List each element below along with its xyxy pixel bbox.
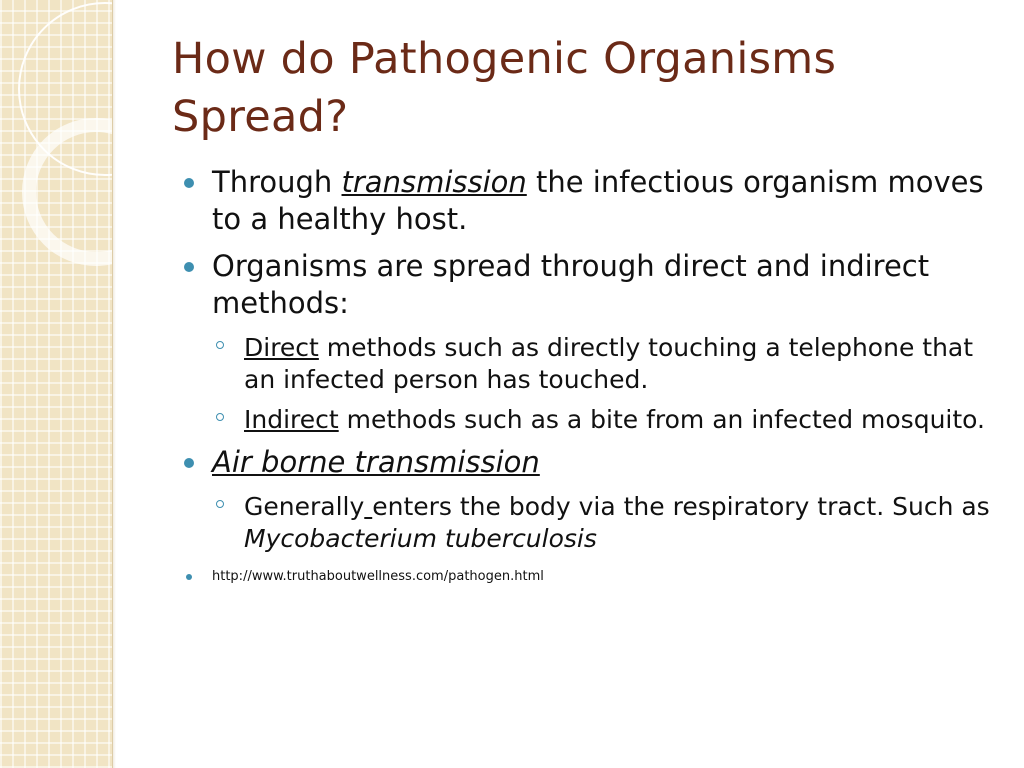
subbullet-respiratory: Generally enters the body via the respiratory tract. Such as Mycobacterium tuberculosis <box>180 491 1000 555</box>
bullet-dot-icon <box>184 262 194 272</box>
subbullet-direct: Direct methods such as directly touching a telephone that an infected person has touched. <box>180 332 1000 396</box>
bullet-dot-icon <box>184 178 194 188</box>
side-band-shadow <box>112 0 116 768</box>
slide-title: How do Pathogenic Organisms Spread? <box>172 34 837 142</box>
bullet-dot-icon <box>184 458 194 468</box>
emphasis-indirect: Indirect <box>244 405 339 434</box>
bullet-transmission: Through transmission the infectious organism moves to a healthy host. <box>180 164 1000 238</box>
emphasis-transmission: transmission <box>341 165 527 199</box>
bullet-airborne <box>180 444 1000 481</box>
bullet-dot-icon <box>186 574 192 580</box>
emphasis-direct: Direct <box>244 333 319 362</box>
subbullet-circle-icon <box>216 413 224 421</box>
emphasis-species: Mycobacterium tuberculosis <box>244 524 597 553</box>
source-url: http://www.truthaboutwellness.com/pathogen.html <box>212 569 544 584</box>
decorative-side-band <box>0 0 113 768</box>
subbullet-circle-icon <box>216 500 224 508</box>
emphasis-airborne: Air borne transmission <box>212 445 540 479</box>
subbullet-indirect: Indirect methods such as a bite from an infected mosquito. <box>180 404 1000 436</box>
bullet-spread-methods: Organisms are spread through direct and indirect methods: <box>180 248 1000 322</box>
subbullet-circle-icon <box>216 341 224 349</box>
bullet-source-url <box>180 567 1000 587</box>
bullet-list <box>180 164 1000 597</box>
